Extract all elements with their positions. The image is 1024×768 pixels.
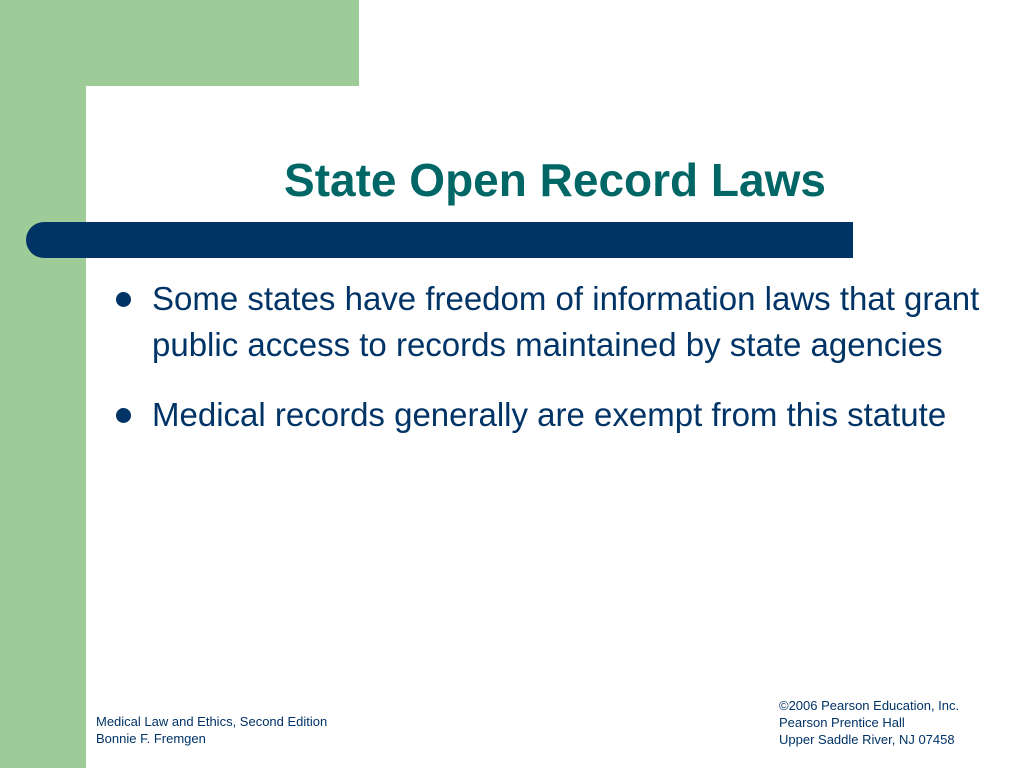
bullet-list (112, 276, 992, 462)
green-top-decoration (0, 0, 359, 86)
footer-copyright (779, 697, 959, 748)
footer-address: Upper Saddle River, NJ 07458 (779, 732, 955, 747)
footer-author: Bonnie F. Fremgen (96, 731, 206, 746)
footer-publisher: Pearson Prentice Hall (779, 715, 905, 730)
footer-book-title: Medical Law and Ethics, Second Edition (96, 714, 328, 729)
title-underline-bar (26, 222, 853, 258)
bullet-item (112, 276, 992, 368)
footer-copyright-line: ©2006 Pearson Education, Inc. (779, 698, 960, 713)
green-sidebar-decoration (0, 0, 86, 768)
bullet-text: Medical records generally are exempt from this statute (152, 396, 947, 433)
bullet-item (112, 392, 992, 438)
bullet-text: Some states have freedom of information laws that grant public access to records maintained by state agencies (152, 280, 980, 363)
slide-title: State Open Record Laws (284, 154, 826, 206)
footer-book-info (96, 713, 327, 747)
bullet-dot-icon (116, 292, 131, 307)
bullet-dot-icon (116, 408, 131, 423)
